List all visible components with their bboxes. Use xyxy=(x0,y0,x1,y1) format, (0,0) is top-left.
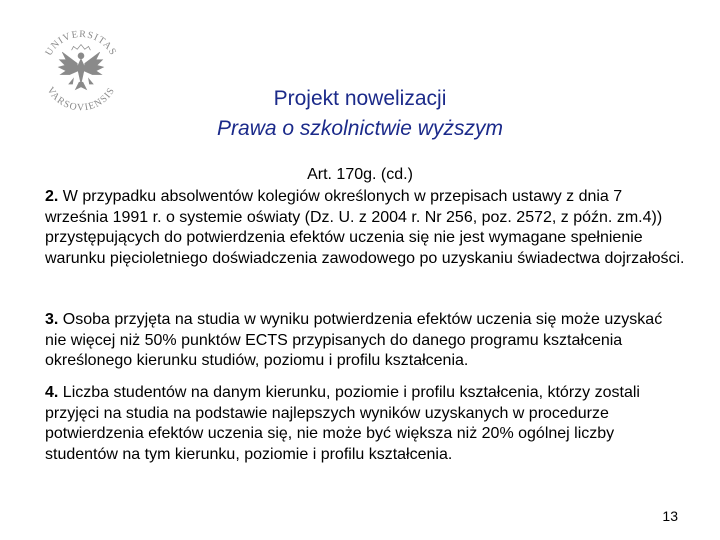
paragraph-number: 4. xyxy=(45,384,59,401)
logo-text-bottom: VARSOVIENSIS xyxy=(44,85,118,114)
article-heading: Art. 170g. (cd.) xyxy=(307,166,413,183)
paragraph-text: W przypadku absolwentów kolegiów określonych w przepisach ustawy z dnia 7 września 1991 r. o systemie oświaty (Dz. U. z 2004 r. Nr 256, poz. 2572, z późn. zm.4)) przystępujących do potwierdzenia efektów uczenia się nie jest wymagane spełnienie warunku pięcioletniego doświadczenia zawodowego po uzyskaniu świadectwa dojrzałości. xyxy=(45,188,685,267)
university-logo xyxy=(34,22,128,116)
paragraph-text: Osoba przyjęta na studia w wyniku potwierdzenia efektów uczenia się może uzyskać nie więcej niż 50% punktów ECTS przypisanych do danego programu kształcenia określonego kierunku studiów, poziomu i profilu kształcenia. xyxy=(45,311,663,369)
paragraph-number: 2. xyxy=(45,188,59,205)
logo-text-top: UNIVERSITAS xyxy=(43,28,119,58)
paragraph-3 xyxy=(45,310,685,372)
paragraph-4 xyxy=(45,383,685,465)
paragraph-text: Liczba studentów na danym kierunku, poziomie i profilu kształcenia, którzy zostali przyjęci na studia na podstawie najlepszych wyników uzyskanych w procedurze potwierdzenia efektów uczenia się, nie może być większa niż 20% ogólnej liczby studentów na tym kierunku, poziomie i profilu kształcenia. xyxy=(45,384,640,463)
eagle-emblem-icon xyxy=(34,22,128,116)
svg-text:VARSOVIENSIS xyxy=(45,85,118,113)
title-line-1: Projekt nowelizacji xyxy=(273,87,447,110)
title-line-2: Prawa o szkolnictwie wyższym xyxy=(217,117,503,140)
paragraph-number: 3. xyxy=(45,311,59,328)
slide-title xyxy=(150,84,570,144)
paragraph-2 xyxy=(45,187,685,269)
page-number: 13 xyxy=(662,508,678,524)
